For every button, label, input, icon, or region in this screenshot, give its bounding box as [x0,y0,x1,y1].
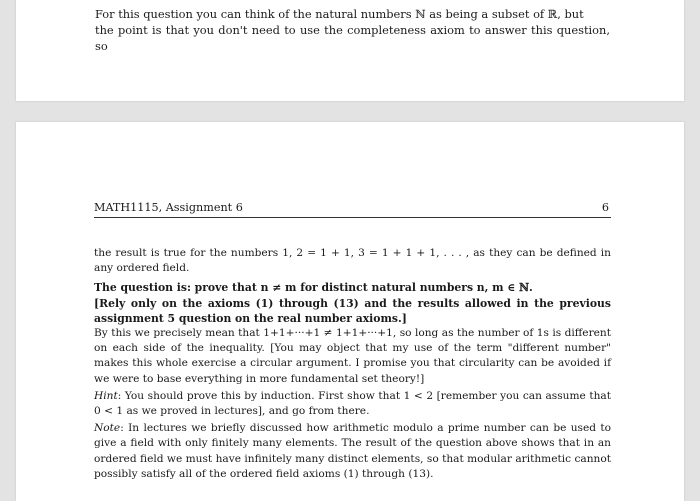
question-statement: The question is: prove that n ≠ m for distinct natural numbers n, m ∈ ℕ. [94,281,533,295]
running-header [94,201,611,218]
text-line: For this question you can think of the natural numbers ℕ as being a subset of ℝ, but [95,7,584,21]
text-line: the point is that you don't need to use the completeness axiom to answer this question, so [95,23,610,53]
question-constraint: [Rely only on the axioms (1) through (13) and the results allowed in the previous assignment 5 question on the real number axioms.] [94,296,611,325]
hint-text: : You should prove this by induction. First show that 1 < 2 [remember you can assume that 0 < 1 as we proved in lectures], and go from there. [94,389,611,418]
hint-label: Hint [94,389,118,402]
previous-page [16,0,684,101]
page-number: 6 [601,201,609,214]
previous-page-text [95,6,610,54]
note-label: Note [94,422,121,435]
hint-paragraph [94,389,611,419]
assignment-title: MATH1115, Assignment 6 [94,201,243,214]
page-body [94,246,611,482]
clarification-paragraph: By this we precisely mean that 1+1+···+1 ≠ 1+1+···+1, so long as the number of 1s is different on each side of the inequality. [You may object that my use of the term "different number" makes this whole exercise a circular argument. I promise you that circularity can be avoided if we were to base everything in more fundamental set theory!] [94,327,611,385]
note-text: : In lectures we briefly discussed how arithmetic modulo a prime number can be used to give a field with only finitely many elements. The result of the question above shows that in an ordered field we must have infinitely many distinct elements, so that modular arithmetic cannot possibly satisfy all of the ordered field axioms (1) through (13). [94,422,611,480]
note-paragraph [94,421,611,482]
current-page [16,122,684,501]
intro-paragraph: the result is true for the numbers 1, 2 = 1 + 1, 3 = 1 + 1 + 1, . . . , as they can be defined in any ordered field. [94,247,611,275]
